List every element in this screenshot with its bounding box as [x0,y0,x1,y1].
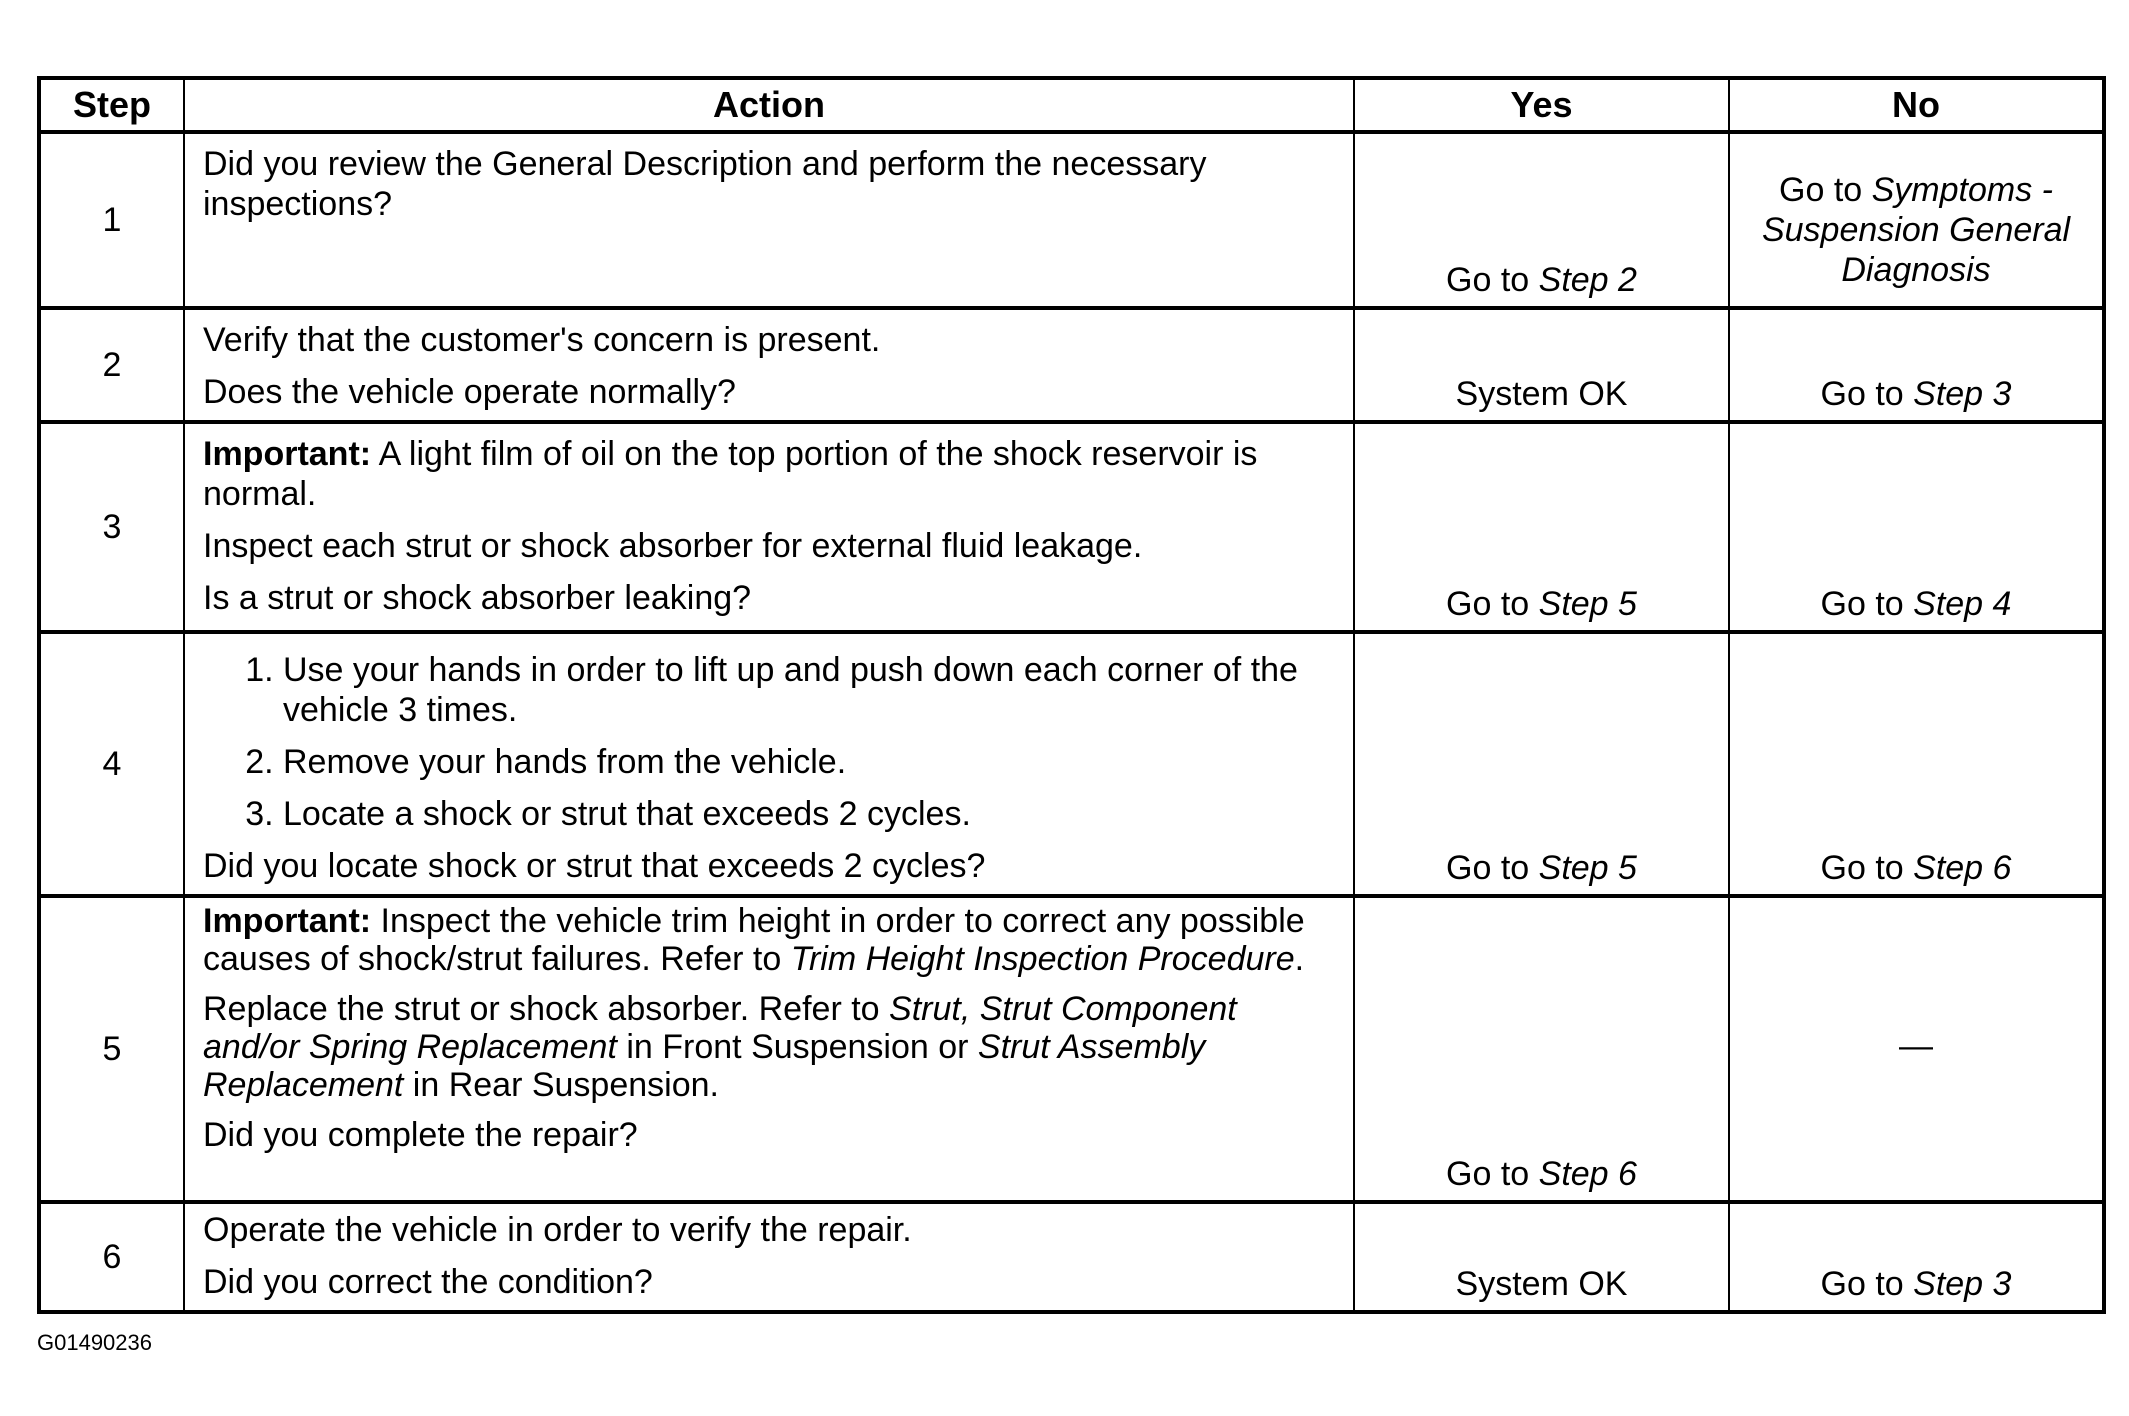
step-number: 4 [39,632,184,896]
procedure-reference: Strut Assembly Replacement [203,1028,1206,1104]
procedure-list [203,650,1335,834]
no-result: Go to Step 3 [1729,1202,2104,1312]
yes-result: Go to Step 5 [1354,632,1729,896]
table-row [39,1202,2104,1312]
no-result: Go to Step 4 [1729,422,2104,632]
action-question: Does the vehicle operate normally? [203,373,736,411]
step-number: 2 [39,308,184,422]
action-text: Operate the vehicle in order to verify the repair. [203,1211,912,1249]
step-number: 5 [39,896,184,1202]
no-result: Go to Step 6 [1729,632,2104,896]
header-yes: Yes [1354,78,1729,132]
step-reference: Step 4 [1913,585,2012,623]
list-item: 1. Use your hands in order to lift up and push down each corner of the vehicle 3 times. [283,650,1335,730]
action-text: Inspect each strut or shock absorber for external fluid leakage. [203,527,1143,565]
table-row [39,422,2104,632]
step-reference: Step 6 [1538,1155,1637,1193]
header-row [39,78,2104,132]
table-row [39,896,2104,1202]
step-number: 6 [39,1202,184,1312]
list-item: 2. Remove your hands from the vehicle. [283,742,1335,782]
figure-id: G01490236 [37,1330,152,1355]
step-reference: Symptoms - Suspension General Diagnosis [1761,171,2071,289]
step-reference: Step 3 [1913,375,2012,413]
no-result: — [1729,896,2104,1202]
header-action: Action [184,78,1354,132]
action-question: Did you complete the repair? [203,1116,638,1154]
step-reference: Step 5 [1538,585,1637,623]
action-question: Is a strut or shock absorber leaking? [203,579,752,617]
step-reference: Step 3 [1913,1265,2012,1303]
action-text: Verify that the customer's concern is present. [203,321,881,359]
action-question: Did you correct the condition? [203,1263,653,1301]
header-no: No [1729,78,2104,132]
procedure-reference: Trim Height Inspection Procedure [790,940,1295,978]
action-cell [184,132,1354,308]
no-result: Go to Step 3 [1729,308,2104,422]
yes-result: Go to Step 5 [1354,422,1729,632]
no-result: Go to Symptoms - Suspension General Diagnosis [1729,132,2104,308]
important-label: Important: [203,902,372,940]
action-cell [184,632,1354,896]
action-text: Replace the strut or shock absorber. Refer to Strut, Strut Component and/or Spring Replacement in Front Suspension or Strut Assembly Replacement in Rear Suspension. [203,990,1237,1104]
table-row [39,308,2104,422]
yes-result: System OK [1354,308,1729,422]
step-reference: Step 2 [1538,261,1637,299]
yes-result: System OK [1354,1202,1729,1312]
diagnostic-table [37,76,2106,1314]
action-cell [184,896,1354,1202]
action-cell [184,1202,1354,1312]
table-row [39,132,2104,308]
action-cell [184,422,1354,632]
yes-result: Go to Step 6 [1354,896,1729,1202]
important-note: Important: Inspect the vehicle trim height in order to correct any possible causes of shock/strut failures. Refer to Trim Height Inspection Procedure. [203,902,1305,978]
step-reference: Step 5 [1538,849,1637,887]
step-number: 1 [39,132,184,308]
yes-result: Go to Step 2 [1354,132,1729,308]
table-row [39,632,2104,896]
list-item: 3. Locate a shock or strut that exceeds 2 cycles. [283,794,1335,834]
action-cell [184,308,1354,422]
action-text: Did you review the General Description and perform the necessary inspections? [203,145,1207,223]
step-number: 3 [39,422,184,632]
important-note: Important: A light film of oil on the top portion of the shock reservoir is normal. [203,435,1258,513]
important-label: Important: [203,435,372,473]
procedure-reference: Strut, Strut Component and/or Spring Replacement [203,990,1237,1066]
action-question: Did you locate shock or strut that exceeds 2 cycles? [203,847,986,885]
step-reference: Step 6 [1913,849,2012,887]
header-step: Step [39,78,184,132]
